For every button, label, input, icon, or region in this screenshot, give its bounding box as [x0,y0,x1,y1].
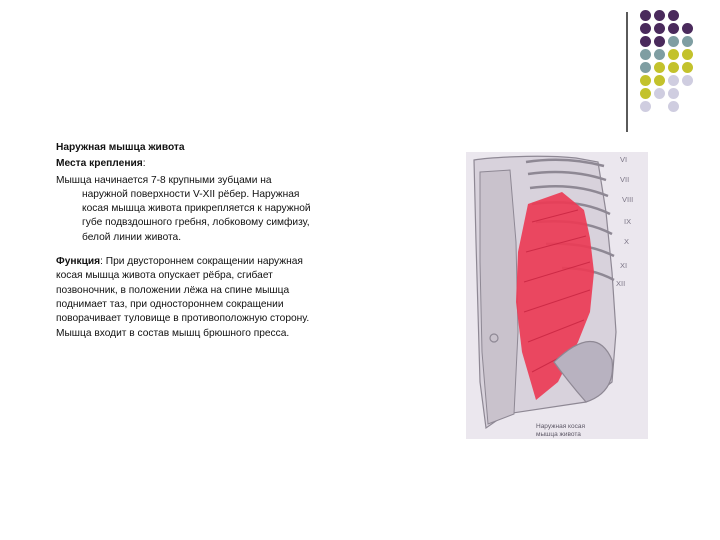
decorative-dot [682,75,693,86]
attachment-heading [56,157,366,171]
decorative-dot [640,62,651,73]
function-line: позвоночник, в положении лёжа на спине мышца [56,284,290,296]
decorative-dot [640,88,651,99]
rib-label: VII [620,175,630,184]
text-block [56,140,366,341]
attachment-line: косая мышца живота прикрепляется к наружной [82,203,311,215]
decorative-dot [668,101,679,112]
oblique-muscle-illustration [466,152,648,439]
rib-label: XI [620,261,628,270]
function-line: Мышца входит в состав мышц брюшного пресса. [56,327,290,339]
decorative-dot-grid [640,10,710,120]
caption-line: мышца живота [536,431,581,438]
function-line: поворачивает туловище в противоположную сторону. [56,313,310,325]
attachment-line: губе подвздошного гребня, лобковому симфизу, [82,217,310,229]
attachment-line: белой линии живота. [82,231,182,243]
figure-caption [536,423,585,438]
decorative-dot [654,23,665,34]
rib-label: XII [616,279,626,288]
function-label: Функция [56,256,101,268]
rib-label: VIII [622,195,634,204]
decorative-dot [682,62,693,73]
decorative-dot [654,75,665,86]
attachment-colon: : [142,158,146,170]
decorative-dot [668,10,679,21]
decorative-dot [668,88,679,99]
decorative-dot [668,49,679,60]
decorative-dot [682,23,693,34]
function-paragraph [56,255,366,341]
attachment-label: Места крепления [56,158,143,170]
decorative-dot [654,62,665,73]
decorative-dot [640,101,651,112]
attachment-line: Мышца начинается 7-8 крупными зубцами на [56,174,272,186]
decorative-dot [668,62,679,73]
caption-line: Наружная косая [536,423,585,430]
decorative-dot [668,23,679,34]
decorative-vertical-line [626,12,628,132]
decorative-dot [640,36,651,47]
attachment-line: наружной поверхности V-XII рёбер. Наружная [82,188,300,200]
decorative-dot [640,49,651,60]
function-line: поднимает таз, при одностороннем сокращении [56,298,284,310]
decorative-dot [654,49,665,60]
slide-title: Наружная мышца живота [56,142,185,153]
decorative-dot [640,10,651,21]
rib-label: IX [624,217,632,226]
decorative-dot [640,23,651,34]
rib-label: VI [620,155,628,164]
function-line: косая мышца живота опускает рёбра, сгибает [56,270,273,282]
decorative-dot [682,36,693,47]
decorative-dot [640,75,651,86]
decorative-dot [654,36,665,47]
rectus-sheath [480,170,518,424]
decorative-dot [668,36,679,47]
function-text: : При двустороннем сокращении наружная [100,256,303,268]
function-line [56,255,366,269]
decorative-dot [668,75,679,86]
anatomy-figure [466,152,648,439]
decorative-dot [654,88,665,99]
decorative-dot [682,49,693,60]
decorative-dot [654,10,665,21]
rib-label: X [624,237,630,246]
